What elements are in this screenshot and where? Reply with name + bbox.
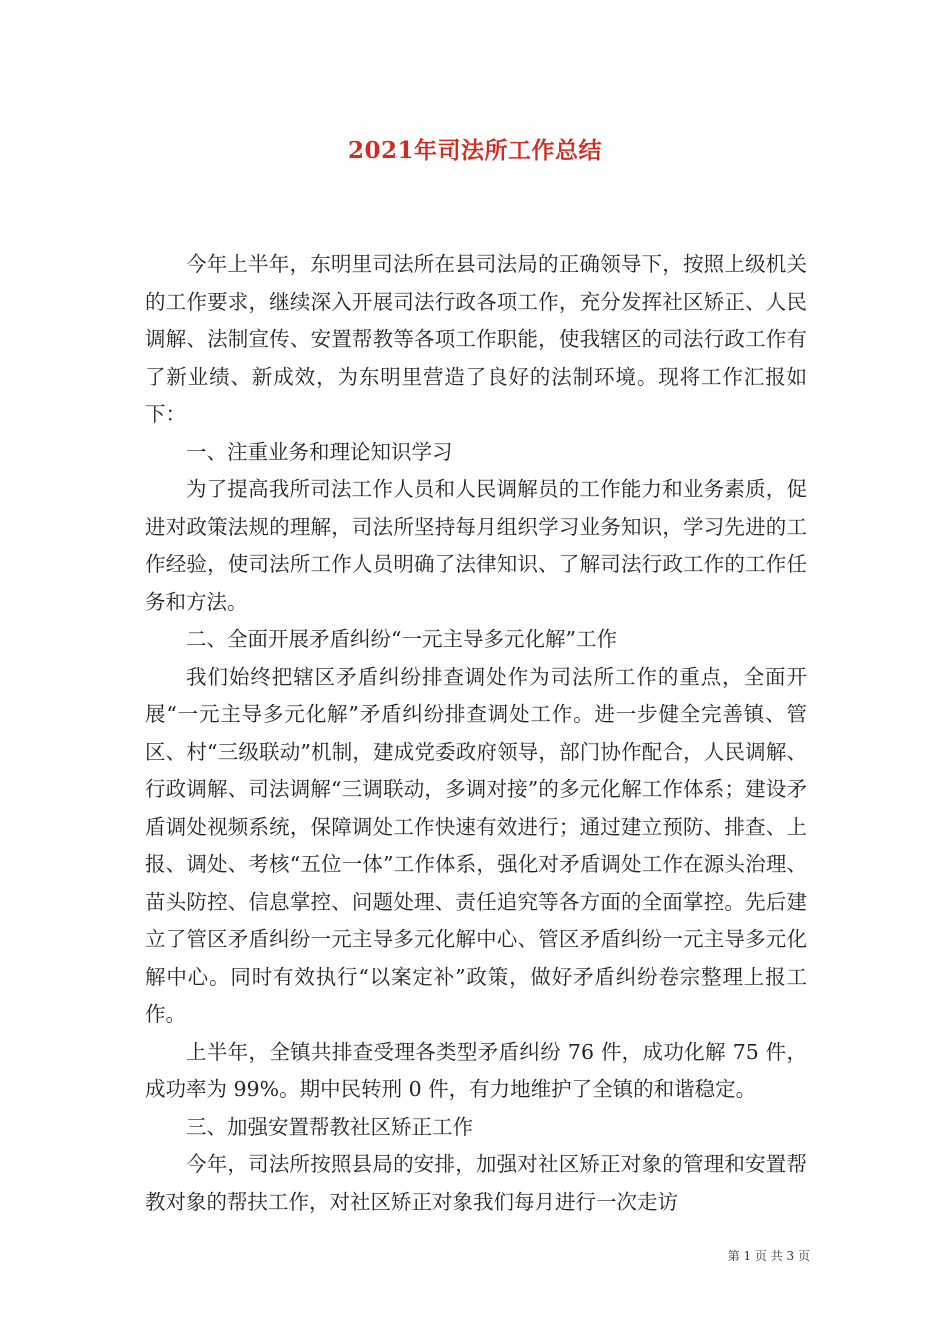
intro-paragraph: 今年上半年，东明里司法所在县司法局的正确领导下，按照上级机关的工作要求，继续深入开展司法行政各项工作，充分发挥社区矫正、人民调解、法制宣传、安置帮教等各项工作职能，使我辖区的司法行政工作有了新业绩、新成效，为东明里营造了良好的法制环境。现将工作汇报如下： [145, 252, 807, 426]
section-2-paragraph: 我们始终把辖区矛盾纠纷排查调处作为司法所工作的重点，全面开展“一元主导多元化解”矛盾纠纷排查调处工作。进一步健全完善镇、管区、村“三级联动”机制，建成党委政府领导，部门协作配合，人民调解、行政调解、司法调解“三调联动，多调对接”的多元化解工作体系；建设矛盾调处视频系统，保障调处工作快速有效进行；通过建立预防、排查、上报、调处、考核“五位一体”工作体系，强化对矛盾调处工作在源头治理、苗头防控、信息掌控、问题处理、责任追究等各方面的全面掌控。先后建立了管区矛盾纠纷一元主导多元化解中心、管区矛盾纠纷一元主导多元化解中心。同时有效执行“以案定补”政策，做好矛盾纠纷卷宗整理上报工作。 [145, 664, 807, 1026]
section-2-stats-paragraph: 上半年，全镇共排查受理各类型矛盾纠纷 76 件，成功化解 75 件，成功率为 99%。期中民转刑 0 件，有力地维护了全镇的和谐稳定。 [145, 1039, 807, 1101]
section-3-paragraph: 今年，司法所按照县局的安排，加强对社区矫正对象的管理和安置帮教对象的帮扶工作，对社区矫正对象我们每月进行一次走访 [145, 1152, 807, 1214]
page-number: 第 1 页 共 3 页 [727, 1249, 810, 1263]
section-heading-1: 一、注重业务和理论知识学习 [186, 439, 453, 464]
section-1-paragraph: 为了提高我所司法工作人员和人民调解员的工作能力和业务素质，促进对政策法规的理解，司法所坚持每月组织学习业务知识，学习先进的工作经验，使司法所工作人员明确了法律知识、了解司法行政工作的工作任务和方法。 [145, 477, 807, 614]
document-title: 2021年司法所工作总结 [347, 137, 602, 164]
document-body [145, 246, 807, 1221]
section-heading-2: 二、全面开展矛盾纠纷“一元主导多元化解”工作 [186, 627, 617, 651]
section-heading-3: 三、加强安置帮教社区矫正工作 [186, 1114, 473, 1139]
